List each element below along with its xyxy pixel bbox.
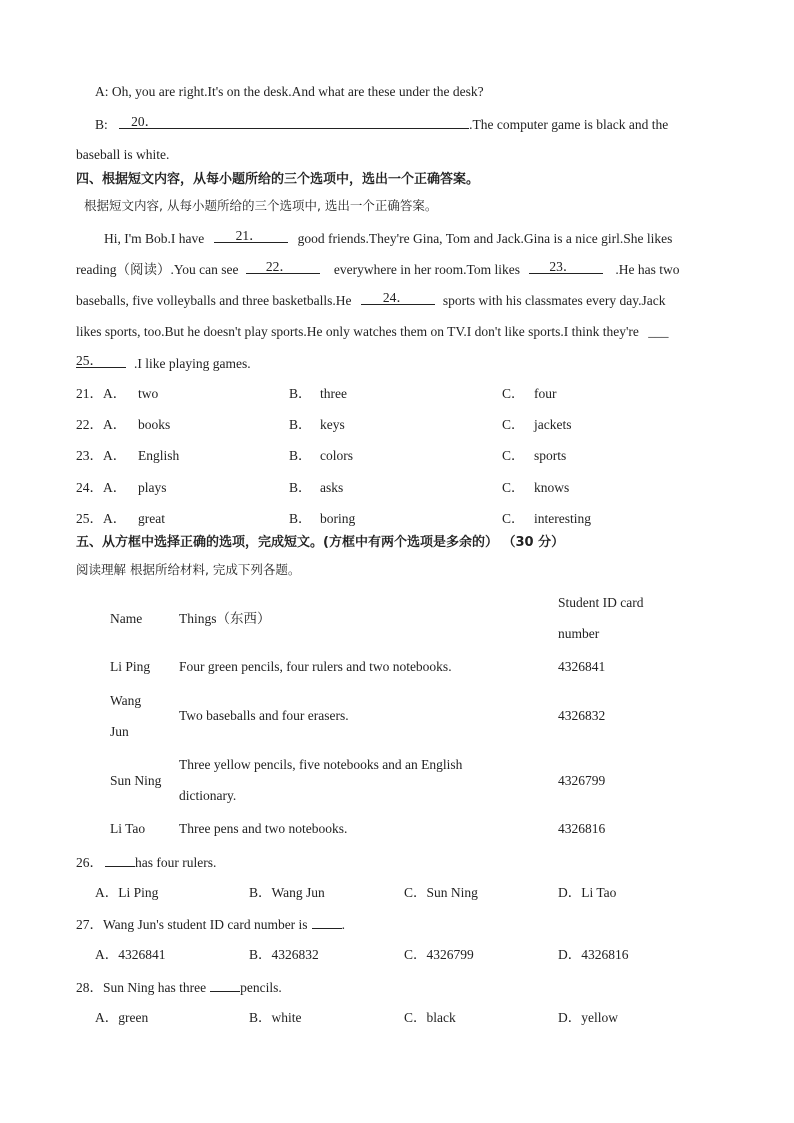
question-stem	[76, 852, 216, 873]
option-b[interactable]: colors	[320, 448, 353, 463]
cell-id: 4326816	[558, 821, 606, 836]
option-c[interactable]: jackets	[534, 417, 572, 432]
section-4-title: 四、根据短文内容，从每小题所给的三个选项中，选出一个正确答案。	[76, 172, 480, 187]
speaker-label: B:	[95, 117, 108, 132]
passage-text: reading（阅读）.You can see	[76, 262, 239, 277]
dialog-line-b-end: .The computer game is black and the	[469, 117, 669, 132]
option-c-label: C．	[502, 417, 525, 432]
option-d[interactable]: D．Li Tao	[558, 885, 617, 900]
column-header-name: Name	[110, 611, 143, 626]
section-4-instruction: 根据短文内容, 从每小题所给的三个选项中, 选出一个正确答案。	[84, 198, 438, 213]
question-text: pencils.	[240, 980, 282, 995]
option-b-label: B．	[289, 448, 312, 463]
passage-text: everywhere in her room.Tom likes	[333, 262, 520, 277]
option-c[interactable]: interesting	[534, 511, 591, 526]
dialog-line-b-cont: baseball is white.	[76, 147, 170, 162]
option-a[interactable]: books	[138, 417, 171, 432]
question-text: has four rulers.	[135, 855, 217, 870]
section-5-instruction: 阅读理解 根据所给材料, 完成下列各题。	[76, 562, 301, 577]
passage-text: likes sports, too.But he doesn't play sports.He only watches them on TV.I don't like sports.I think they're	[76, 324, 639, 339]
cell-name-cont: Jun	[110, 724, 129, 739]
option-b[interactable]: three	[320, 386, 347, 401]
question-text: .	[341, 917, 345, 932]
question-number: 22．A．	[76, 417, 127, 432]
question-number: 21．A．	[76, 386, 127, 401]
passage-line-1	[104, 228, 672, 249]
option-c[interactable]: knows	[534, 480, 570, 495]
dialog-line-a: A: Oh, you are right.It's on the desk.And what are these under the desk?	[95, 84, 484, 99]
answer-blank-23[interactable]	[529, 259, 603, 274]
option-a[interactable]: great	[138, 511, 165, 526]
option-d[interactable]: D．4326816	[558, 947, 629, 962]
column-header-things: Things（东西）	[179, 611, 271, 626]
answer-blank-28[interactable]	[210, 977, 240, 992]
option-b[interactable]: B．4326832	[249, 947, 319, 962]
answer-blank-25[interactable]	[76, 353, 126, 368]
cell-name: Sun Ning	[110, 773, 162, 788]
option-b-label: B．	[289, 480, 312, 495]
question-stem	[76, 914, 345, 935]
question-stem	[76, 977, 282, 998]
passage-text: good friends.They're Gina, Tom and Jack.Gina is a nice girl.She likes	[297, 231, 673, 246]
option-b[interactable]: keys	[320, 417, 345, 432]
option-c[interactable]: four	[534, 386, 557, 401]
blank-number: 23．	[549, 259, 577, 274]
option-c-label: C．	[502, 511, 525, 526]
cell-id: 4326799	[558, 773, 606, 788]
option-b[interactable]: B．Wang Jun	[249, 885, 325, 900]
answer-blank-20[interactable]	[119, 114, 469, 129]
option-b-label: B．	[289, 386, 312, 401]
option-b[interactable]: asks	[320, 480, 344, 495]
section-5-title: 五、从方框中选择正确的选项，完成短文。(方框中有两个选项是多余的） （30 分）	[76, 535, 565, 550]
passage-line-2	[76, 259, 679, 280]
option-c[interactable]: sports	[534, 448, 567, 463]
option-a[interactable]: English	[138, 448, 180, 463]
blank-number: 20．	[131, 114, 159, 129]
blank-number: 25．	[76, 353, 103, 368]
dialog-line-b	[95, 114, 668, 135]
column-header-id: Student ID card	[558, 595, 644, 610]
blank-number: 21．	[235, 228, 263, 243]
question-number: 25．A．	[76, 511, 127, 526]
option-c-label: C．	[502, 386, 525, 401]
cell-things-cont: dictionary.	[179, 788, 237, 803]
option-c[interactable]: C．black	[404, 1010, 456, 1025]
blank-number: 24．	[382, 290, 410, 305]
option-a[interactable]: A．green	[95, 1010, 149, 1025]
cell-id: 4326832	[558, 708, 606, 723]
option-c-label: C．	[502, 480, 525, 495]
passage-line-3	[76, 290, 666, 311]
answer-blank-25-start[interactable]: ___	[648, 324, 669, 339]
option-c[interactable]: C．Sun Ning	[404, 885, 478, 900]
passage-text: Hi, I'm Bob.I have	[104, 231, 205, 246]
question-text: 27．Wang Jun's student ID card number is	[76, 917, 308, 932]
passage-text: baseballs, five volleyballs and three basketballs.He	[76, 293, 352, 308]
cell-things: Three yellow pencils, five notebooks and an English	[179, 757, 463, 772]
cell-things: Three pens and two notebooks.	[179, 821, 348, 836]
cell-id: 4326841	[558, 659, 606, 674]
cell-things: Two baseballs and four erasers.	[179, 708, 349, 723]
cell-name: Li Ping	[110, 659, 151, 674]
passage-line-4	[76, 322, 669, 342]
option-c[interactable]: C．4326799	[404, 947, 474, 962]
passage-line-5	[76, 353, 251, 374]
passage-text: .He has two	[615, 262, 680, 277]
question-number: 24．A．	[76, 480, 127, 495]
option-a[interactable]: two	[138, 386, 159, 401]
answer-blank-27[interactable]	[312, 914, 342, 929]
option-a[interactable]: plays	[138, 480, 167, 495]
option-d[interactable]: D．yellow	[558, 1010, 618, 1025]
option-b-label: B．	[289, 511, 312, 526]
question-number: 23．A．	[76, 448, 127, 463]
cell-name: Wang	[110, 693, 142, 708]
answer-blank-22[interactable]	[246, 259, 320, 274]
column-header-id-cont: number	[558, 626, 600, 641]
passage-text: .I like playing games.	[134, 356, 251, 371]
question-number: 26．	[76, 855, 103, 870]
option-b-label: B．	[289, 417, 312, 432]
option-a[interactable]: A．Li Ping	[95, 885, 159, 900]
question-text: 28．Sun Ning has three	[76, 980, 207, 995]
answer-blank-21[interactable]	[214, 228, 288, 243]
option-b[interactable]: B．white	[249, 1010, 302, 1025]
answer-blank-24[interactable]	[361, 290, 435, 305]
answer-blank-26[interactable]	[105, 852, 135, 867]
cell-name: Li Tao	[110, 821, 146, 836]
option-c-label: C．	[502, 448, 525, 463]
passage-text: sports with his classmates every day.Jack	[442, 293, 666, 308]
option-b[interactable]: boring	[320, 511, 356, 526]
blank-number: 22．	[265, 259, 293, 274]
cell-things: Four green pencils, four rulers and two notebooks.	[179, 659, 452, 674]
option-a[interactable]: A．4326841	[95, 947, 166, 962]
